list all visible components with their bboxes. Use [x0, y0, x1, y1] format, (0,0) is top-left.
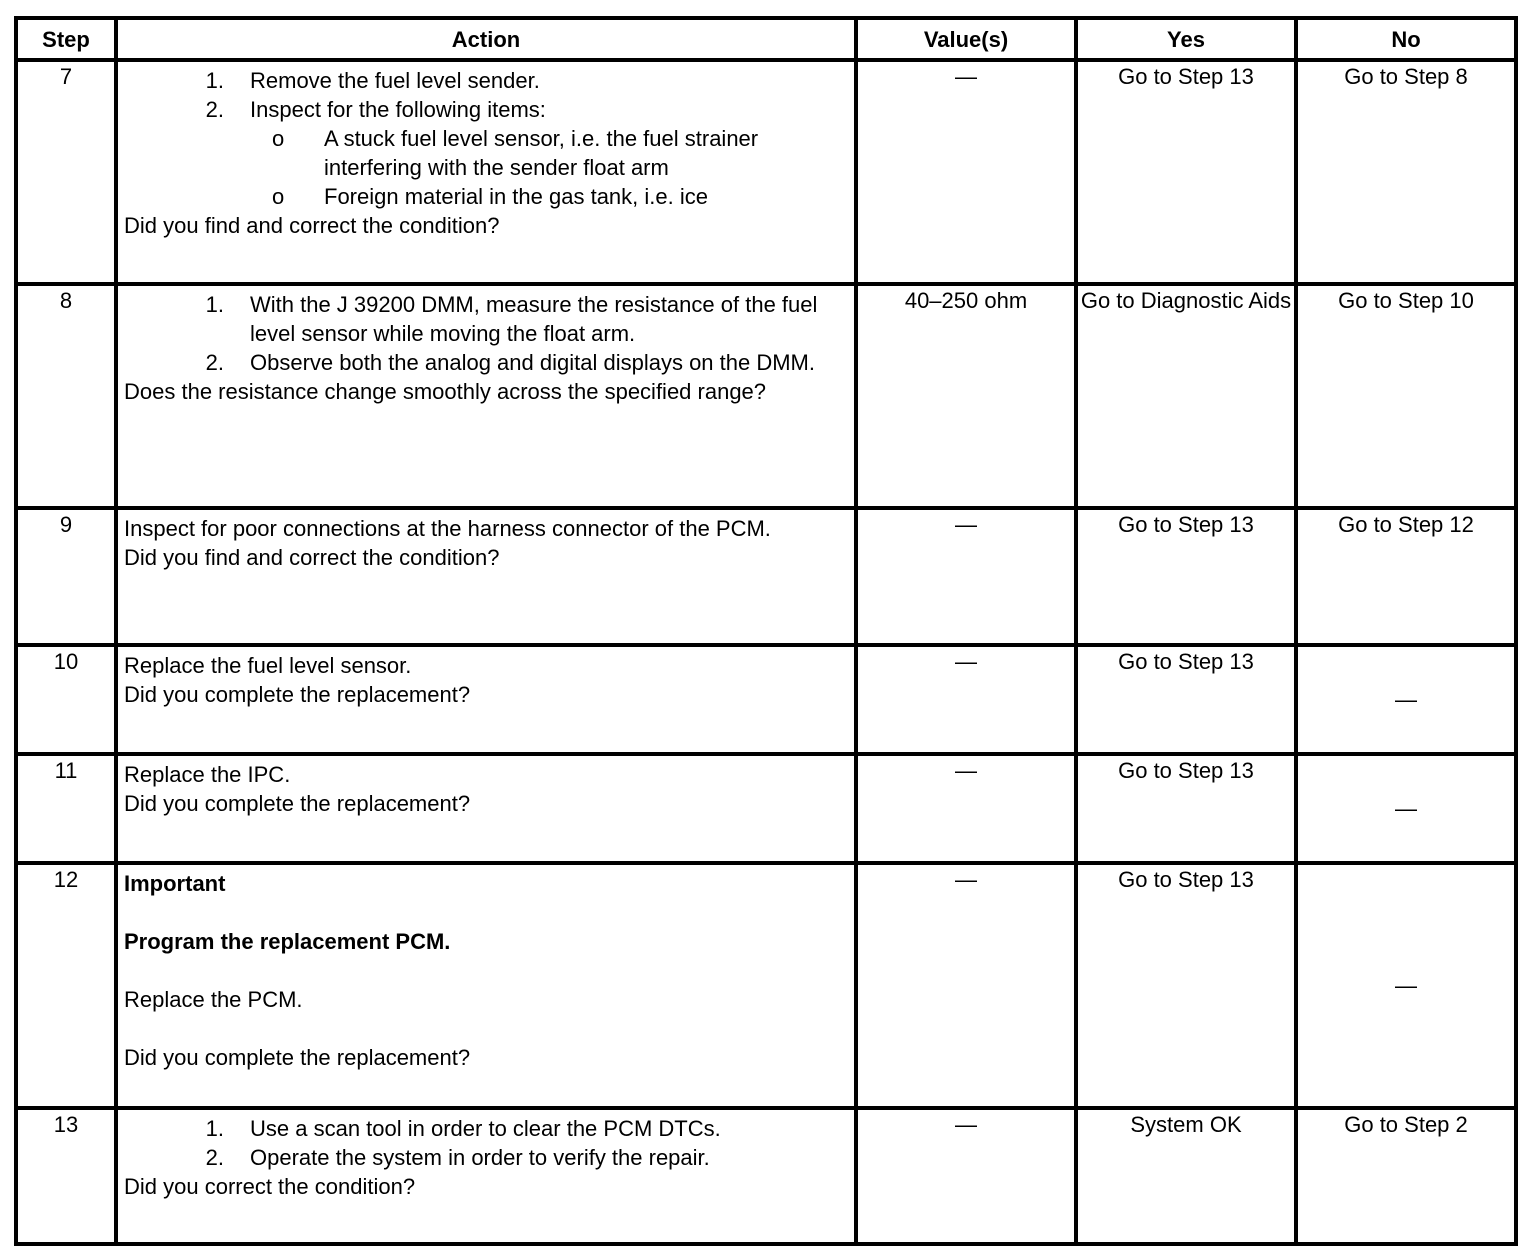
action-cell — [116, 645, 856, 754]
header-yes: Yes — [1076, 18, 1296, 60]
action-question: Did you complete the replacement? — [124, 791, 471, 816]
yes-cell: Go to Step 13 — [1076, 60, 1296, 284]
table-row — [16, 645, 1516, 754]
list-text: Remove the fuel level sender. — [250, 68, 540, 93]
bullet-icon: o — [272, 184, 285, 209]
list-item — [124, 95, 848, 124]
no-cell: — — [1296, 645, 1516, 754]
value-cell: — — [856, 863, 1076, 1108]
important-label: Important — [124, 871, 226, 896]
header-action: Action — [116, 18, 856, 60]
action-question: Did you find and correct the condition? — [124, 213, 500, 238]
yes-cell: Go to Step 13 — [1076, 508, 1296, 645]
table-row — [16, 1108, 1516, 1244]
table-row — [16, 863, 1516, 1108]
table-row — [16, 754, 1516, 863]
action-question: Does the resistance change smoothly across the specified range? — [124, 379, 767, 404]
bullet-item — [124, 124, 848, 182]
list-number: 2. — [205, 350, 224, 375]
step-number: 11 — [16, 754, 116, 863]
list-item — [124, 1114, 848, 1143]
action-cell — [116, 60, 856, 284]
value-cell: — — [856, 645, 1076, 754]
step-number: 13 — [16, 1108, 116, 1244]
table-row — [16, 284, 1516, 508]
step-number: 8 — [16, 284, 116, 508]
action-cell — [116, 284, 856, 508]
bullet-text: Foreign material in the gas tank, i.e. ice — [324, 184, 708, 209]
list-number: 1. — [205, 68, 224, 93]
action-question: Did you complete the replacement? — [124, 682, 471, 707]
value-cell: — — [856, 1108, 1076, 1244]
no-cell: — — [1296, 863, 1516, 1108]
action-question: Did you complete the replacement? — [124, 1045, 471, 1070]
step-number: 12 — [16, 863, 116, 1108]
yes-cell: Go to Diagnostic Aids — [1076, 284, 1296, 508]
value-cell: 40–250 ohm — [856, 284, 1076, 508]
step-number: 9 — [16, 508, 116, 645]
table-row — [16, 60, 1516, 284]
list-text: Use a scan tool in order to clear the PCM DTCs. — [250, 1116, 721, 1141]
header-step: Step — [16, 18, 116, 60]
list-text: Operate the system in order to verify the repair. — [250, 1145, 710, 1170]
list-text: Inspect for the following items: — [250, 97, 546, 122]
bullet-item — [124, 182, 848, 211]
yes-cell: System OK — [1076, 1108, 1296, 1244]
action-question: Did you find and correct the condition? — [124, 545, 500, 570]
action-text: Replace the PCM. — [124, 987, 303, 1012]
value-cell: — — [856, 754, 1076, 863]
important-text: Program the replacement PCM. — [124, 929, 451, 954]
bullet-text: A stuck fuel level sensor, i.e. the fuel strainer interfering with the sender float arm — [324, 126, 759, 180]
bullet-icon: o — [272, 126, 285, 151]
list-number: 2. — [205, 97, 224, 122]
header-row — [16, 18, 1516, 60]
step-number: 10 — [16, 645, 116, 754]
list-text: Observe both the analog and digital displays on the DMM. — [250, 350, 815, 375]
list-number: 1. — [205, 292, 224, 317]
list-number: 2. — [205, 1145, 224, 1170]
list-text: With the J 39200 DMM, measure the resistance of the fuel level sensor while moving the float arm. — [250, 292, 818, 346]
list-item — [124, 290, 848, 348]
list-item — [124, 1143, 848, 1172]
list-number: 1. — [205, 1116, 224, 1141]
yes-cell: Go to Step 13 — [1076, 863, 1296, 1108]
header-no: No — [1296, 18, 1516, 60]
table-row — [16, 508, 1516, 645]
no-cell: — — [1296, 754, 1516, 863]
no-cell: Go to Step 10 — [1296, 284, 1516, 508]
no-cell: Go to Step 2 — [1296, 1108, 1516, 1244]
no-cell: Go to Step 12 — [1296, 508, 1516, 645]
yes-cell: Go to Step 13 — [1076, 754, 1296, 863]
action-text: Replace the fuel level sensor. — [124, 653, 412, 678]
value-cell: — — [856, 60, 1076, 284]
action-cell — [116, 508, 856, 645]
list-item — [124, 348, 848, 377]
action-cell — [116, 863, 856, 1108]
header-values: Value(s) — [856, 18, 1076, 60]
yes-cell: Go to Step 13 — [1076, 645, 1296, 754]
list-item — [124, 66, 848, 95]
value-cell: — — [856, 508, 1076, 645]
action-cell — [116, 1108, 856, 1244]
diagnostic-table — [14, 16, 1518, 1246]
action-cell — [116, 754, 856, 863]
action-question: Did you correct the condition? — [124, 1174, 416, 1199]
action-text: Inspect for poor connections at the harness connector of the PCM. — [124, 516, 771, 541]
no-cell: Go to Step 8 — [1296, 60, 1516, 284]
step-number: 7 — [16, 60, 116, 284]
diagnostic-table-container — [14, 16, 1518, 1246]
action-text: Replace the IPC. — [124, 762, 291, 787]
